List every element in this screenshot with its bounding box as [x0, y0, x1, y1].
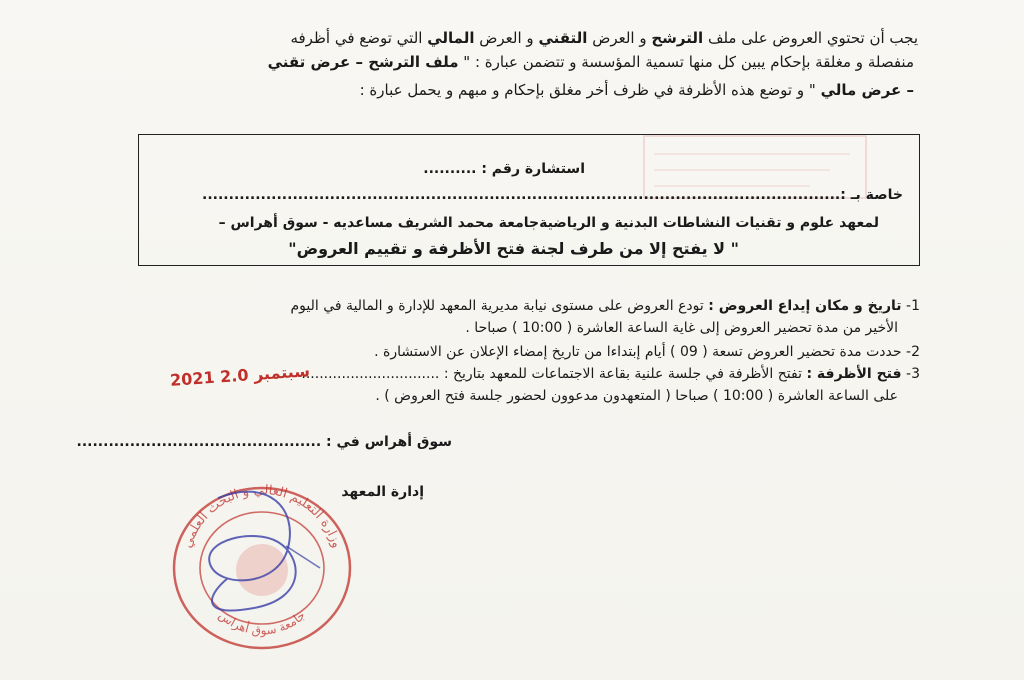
- list-item-1: [291, 296, 920, 316]
- intro-text: " و توضع هذه الأظرفة في ظرف أخر مغلق بإحكام و مبهم و يحمل عبارة :: [359, 81, 821, 99]
- list-item-title: تاريخ و مكان إيداع العروض :: [708, 298, 902, 314]
- signature-label: إدارة المعهد: [341, 484, 424, 500]
- list-number: 3-: [906, 366, 920, 382]
- intro-line-2: [268, 52, 914, 72]
- intro-bold-candidacy: الترشح: [651, 29, 704, 47]
- intro-bold-financial: المالي: [427, 29, 475, 47]
- intro-line-3: [360, 80, 914, 100]
- list-item-title: فتح الأظرفة :: [806, 366, 902, 382]
- special-for-line: خاصة بـ :........................................................................................................................: [202, 187, 903, 203]
- intro-text: و العرض: [587, 29, 652, 47]
- stamped-date: 2021 سبتمبر 2.0: [169, 361, 311, 390]
- list-item-3: [301, 364, 920, 384]
- list-item-text: حددت مدة تحضير العروض تسعة ( 09 ) أيام إبتداءا من تاريخ إمضاء الإعلان عن الاستشارة .: [374, 344, 902, 360]
- intro-text: منفصلة و مغلقة بإحكام يبين كل منها تسمية المؤسسة و تتضمن عبارة : ": [458, 53, 914, 71]
- institute-name: لمعهد علوم و تقنيات النشاطات البدنية و الرياضيةجامعة محمد الشريف مساعديه - سوق أهراس –: [218, 215, 879, 231]
- place-date-line: سوق أهراس في : ..............................................: [76, 434, 452, 450]
- official-stamp: [158, 468, 366, 654]
- intro-bold-file: ملف الترشح – عرض تقني: [267, 53, 459, 71]
- intro-text: و العرض: [474, 29, 539, 47]
- stamp-outer-text: وزارة التعليم العالي و البحث العلمي: [180, 482, 344, 550]
- intro-line-1: [290, 28, 918, 48]
- list-item-3-cont: على الساعة العاشرة ( 10:00 ) صباحا ( المتعهدون مدعوون لحضور جلسة فتح العروض ) .: [375, 388, 898, 404]
- intro-bold-financial-offer: – عرض مالي: [820, 81, 914, 99]
- list-item-2: [374, 342, 920, 362]
- list-item-text: تفتح الأظرفة في جلسة علنية بقاعة الاجتماعات للمعهد بتاريخ : ...............................: [301, 366, 807, 382]
- intro-bold-technical: التقني: [538, 29, 588, 47]
- envelope-label-box: [138, 134, 920, 266]
- list-item-1-cont: الأخير من مدة تحضير العروض إلى غاية الساعة العاشرة ( 10:00 ) صباحا .: [465, 320, 898, 336]
- stamp-bottom-text: جامعة سوق أهراس: [216, 607, 308, 638]
- list-number: 2-: [906, 344, 920, 360]
- consultation-number: استشارة رقم : ..........: [423, 161, 585, 177]
- list-number: 1-: [906, 298, 920, 314]
- list-item-text: تودع العروض على مستوى نيابة مديرية المعهد للإدارة و المالية في اليوم: [290, 298, 709, 314]
- intro-text: يجب أن تحتوي العروض على ملف: [703, 29, 918, 47]
- intro-text: التي توضع في أظرفه: [290, 29, 428, 47]
- do-not-open-notice: " لا يفتح إلا من طرف لجنة فتح الأظرفة و تقييم العروض": [288, 239, 739, 258]
